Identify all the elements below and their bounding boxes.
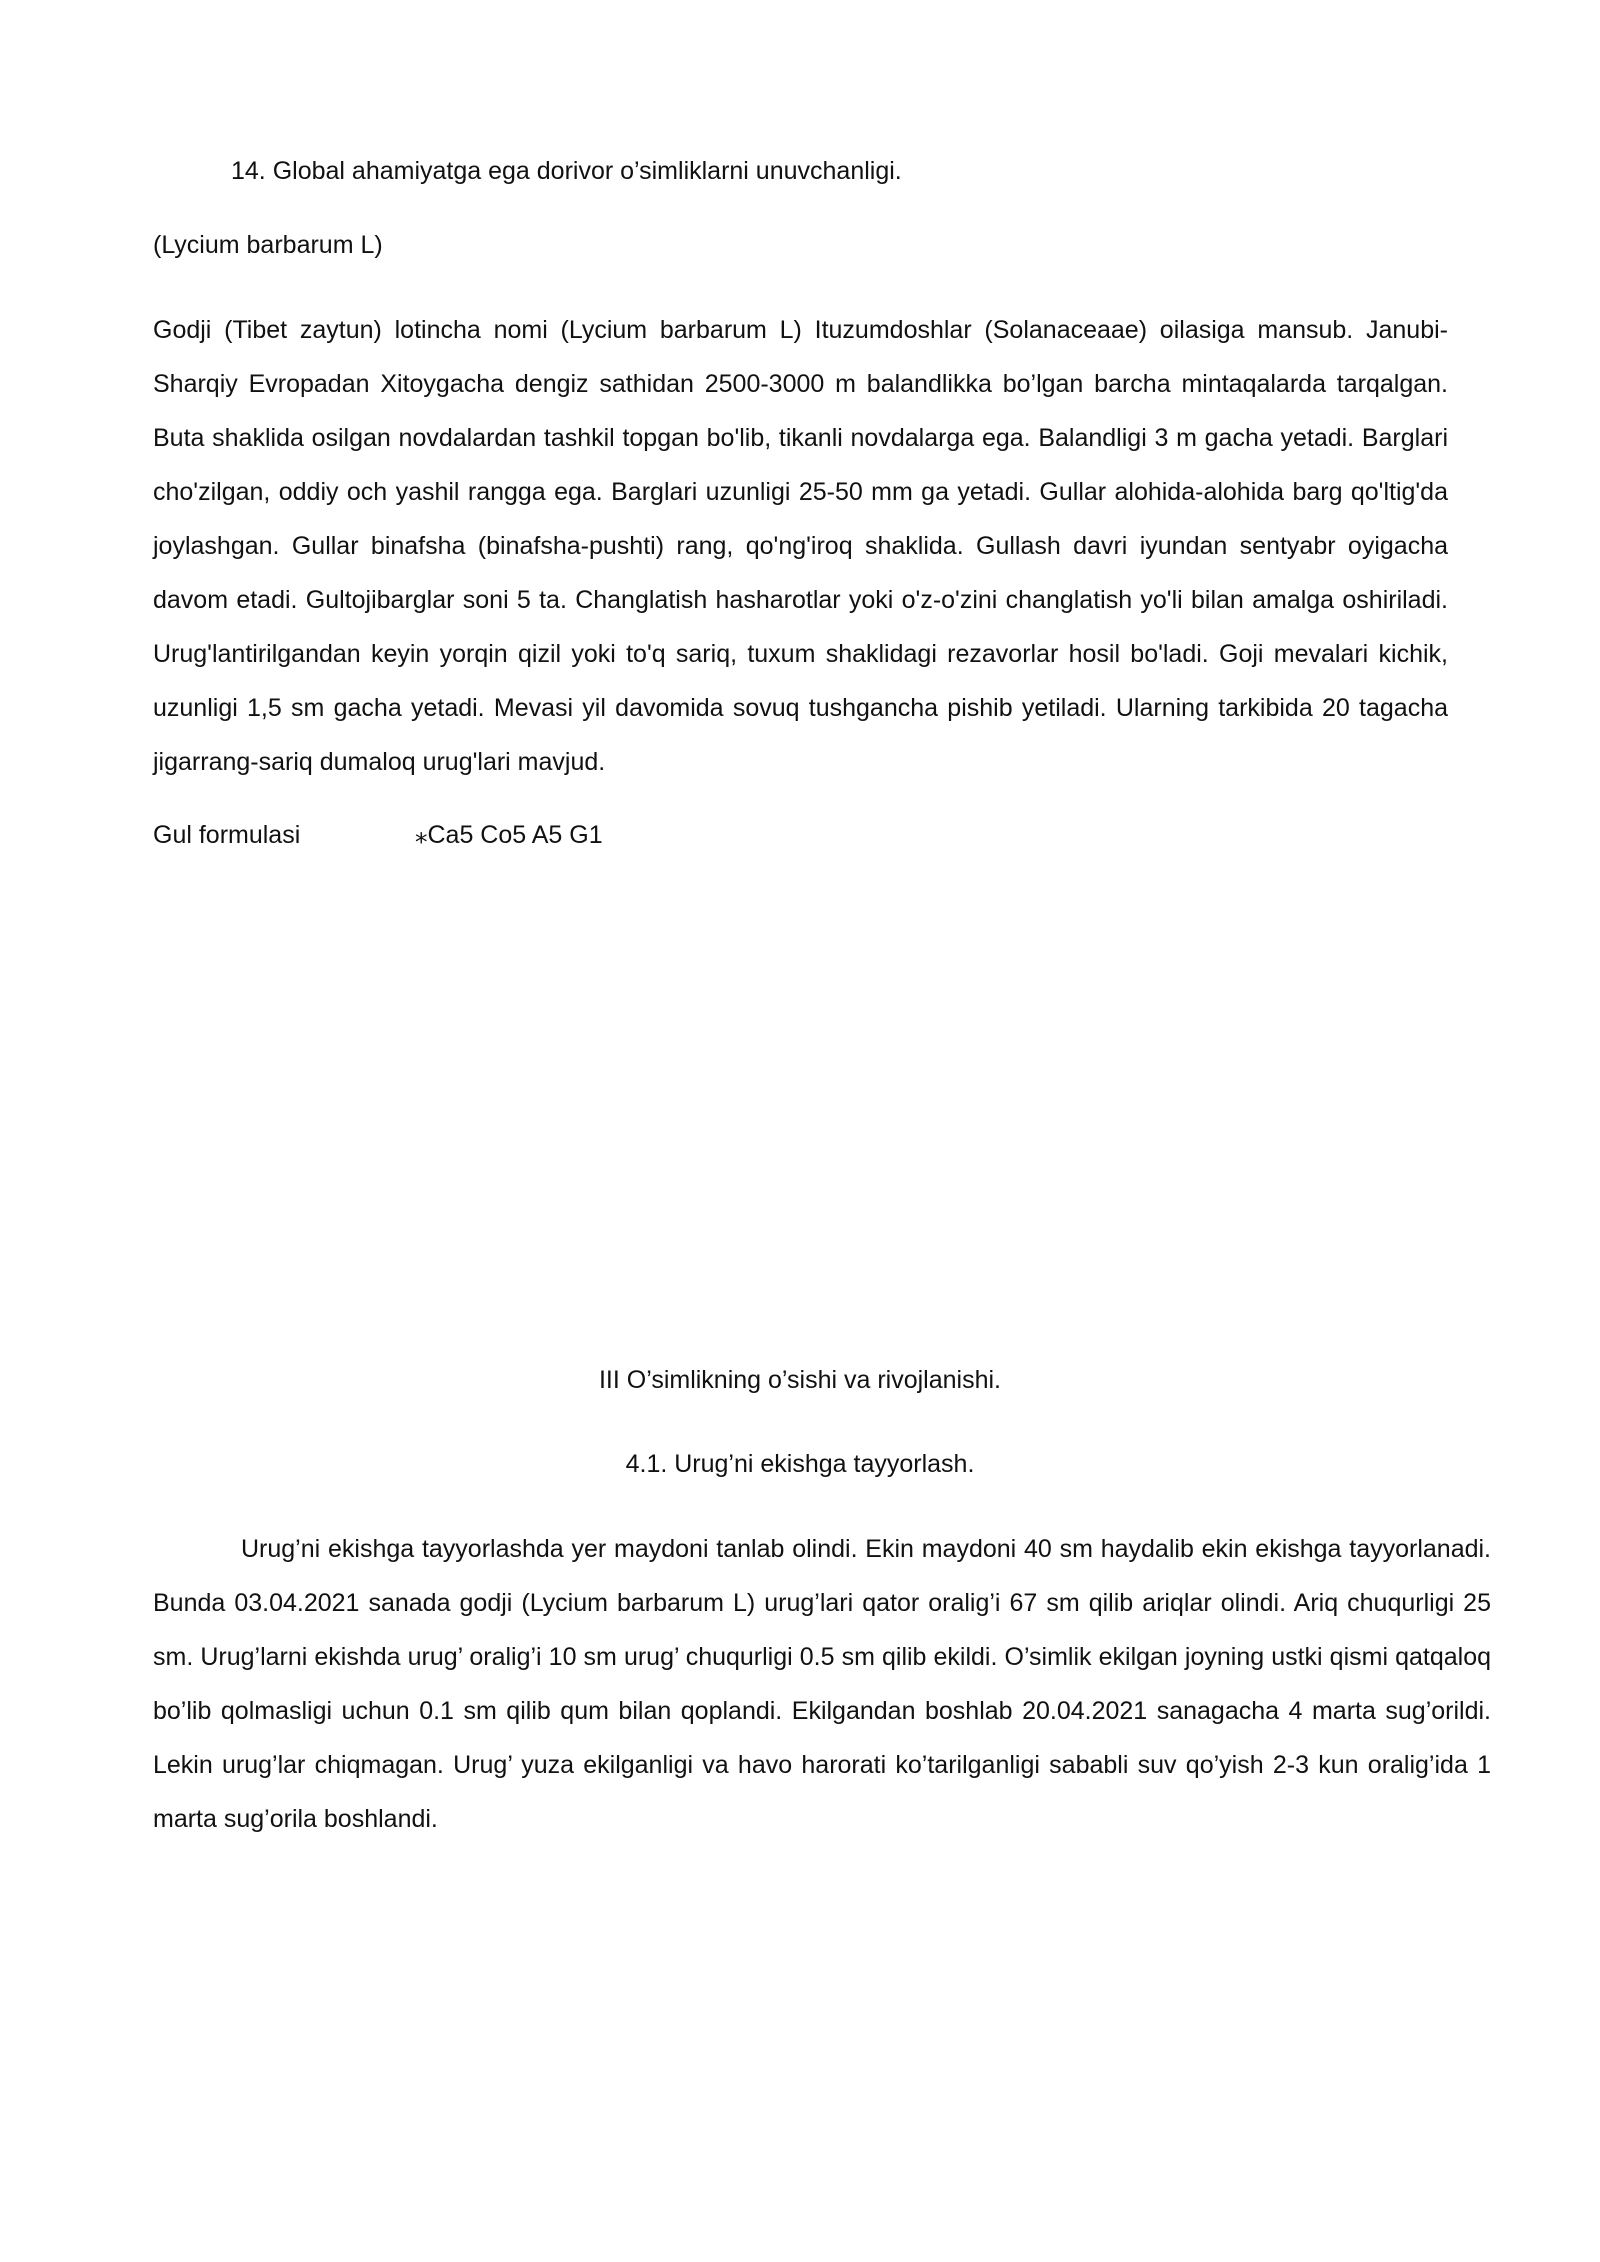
flower-formula-value: ⁎Ca5 Co5 A5 G1: [415, 821, 603, 849]
latin-name: (Lycium barbarum L): [153, 231, 383, 259]
section-heading: 14. Global ahamiyatga ega dorivor o’simliklarni unuvchanligi.: [231, 157, 902, 185]
flower-formula: [153, 808, 1448, 862]
subsection-title: 4.1. Urug’ni ekishga tayyorlash.: [625, 1450, 975, 1478]
flower-formula-label: Gul formulasi: [153, 821, 301, 849]
sowing-paragraph: [153, 1522, 1491, 1846]
description-paragraph: Godji (Tibet zaytun) lotincha nomi (Lycium barbarum L) Ituzumdoshlar (Solanaceaae) oilasiga mansub. Janubi-Sharqiy Evropadan Xitoygacha dengiz sathidan 2500-3000 m balandlikka bo’lgan barcha mintaqalarda tarqalgan. Buta shaklida osilgan novdalardan tashkil topgan bo'lib, tikanli novdalarga ega. Balandligi 3 m gacha yetadi. Barglari cho'zilgan, oddiy och yashil rangga ega. Barglari uzunligi 25-50 mm ga yetadi. Gullar alohida-alohida barg qo'ltig'da joylashgan. Gullar binafsha (binafsha-pushti) rang, qo'ng'iroq shaklida. Gullash davri iyundan sentyabr oyigacha davom etadi. Gultojibarglar soni 5 ta. Changlatish hasharotlar yoki o'z-o'zini changlatish yo'li bilan amalga oshiriladi. Urug'lantirilgandan keyin yorqin qizil yoki to'q sariq, tuxum shaklidagi rezavorlar hosil bo'ladi. Goji mevalari kichik, uzunligi 1,5 sm gacha yetadi. Mevasi yil davomida sovuq tushgancha pishib yetiladi. Ularning tarkibida 20 tagacha jigarrang-sariq dumaloq urug'lari mavjud.: [153, 316, 1448, 776]
sowing-text: Urug’ni ekishga tayyorlashda yer maydoni tanlab olindi. Ekin maydoni 40 sm haydalib ekin ekishga tayyorlanadi. Bunda 03.04.2021 sanada godji (Lycium barbarum L) urug’lari qator oralig’i 67 sm qilib ariqlar olindi. Ariq chuqurligi 25 sm. Urug’larni ekishda urug’ oralig’i 10 sm urug’ chuqurligi 0.5 sm qilib ekildi. O’simlik ekilgan joyning ustki qismi qatqaloq bo’lib qolmasligi uchun 0.1 sm qilib qum bilan qoplandi. Ekilgandan boshlab 20.04.2021 sanagacha 4 marta sug’orildi. Lekin urug’lar chiqmagan. Urug’ yuza ekilganligi va havo harorati ko’tarilganligi sababli suv qo’yish 2-3 kun oralig’ida 1 marta sug’orila boshlandi.: [153, 1535, 1491, 1833]
chapter-title: III O’simlikning o’sishi va rivojlanishi.: [598, 1366, 1001, 1394]
